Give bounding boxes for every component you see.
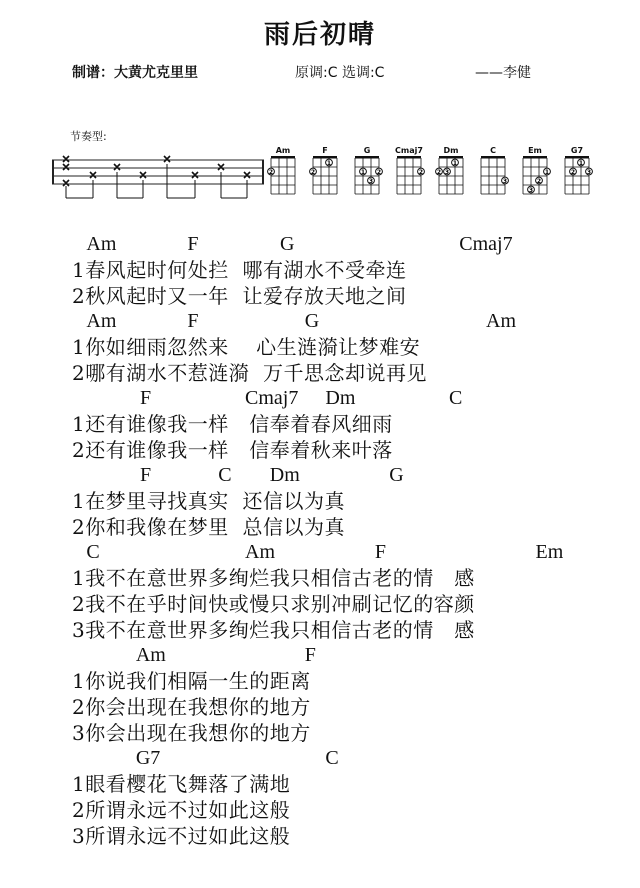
lyric-line: 2还有谁像我一样 信奉着秋来叶落	[72, 438, 393, 462]
key-info: 原调:C 选调:C	[295, 65, 385, 81]
finger-number: 2	[570, 168, 576, 176]
finger-number: 2	[536, 177, 542, 185]
chord-symbol: F	[304, 644, 316, 666]
arranger-credit: 制谱：大黄尤克里里	[72, 65, 198, 81]
chord-line	[72, 386, 632, 411]
chord-fretboard	[308, 156, 342, 202]
chord-line	[72, 540, 632, 565]
lyric-line: 3所谓永远不过如此这般	[72, 824, 291, 848]
finger-number: 1	[544, 168, 550, 176]
chord-symbol: F	[374, 541, 386, 563]
chord-symbol: F	[139, 387, 152, 409]
chord-symbol: Dm	[325, 387, 356, 409]
chord-symbol: Cmaj7	[459, 233, 513, 255]
chord-symbol: Am	[86, 233, 117, 255]
lyric-line: 1还有谁像我一样 信奉着春风细雨	[72, 412, 393, 436]
chord-symbol: C	[218, 464, 232, 486]
chord-symbol: C	[325, 747, 339, 769]
chord-diagram-name: Am	[275, 146, 291, 155]
finger-number: 2	[436, 168, 442, 176]
finger-number: 3	[528, 186, 534, 194]
chord-fretboard	[350, 156, 384, 202]
chord-symbol: Am	[135, 644, 166, 666]
chord-symbol: G	[280, 233, 295, 255]
lyric-line: 2秋风起时又一年 让爱存放天地之间	[72, 284, 407, 308]
chord-symbol: G7	[135, 747, 161, 769]
chord-line	[72, 309, 632, 334]
chord-diagram-name: F	[322, 146, 328, 155]
chord-symbol: G	[304, 310, 320, 332]
chord-line	[72, 232, 632, 257]
chord-symbol: Dm	[269, 464, 300, 486]
finger-number: 1	[452, 159, 458, 167]
finger-number: 2	[376, 168, 382, 176]
chord-symbol: Cmaj7	[245, 387, 299, 409]
lyric-line: 1春风起时何处拦 哪有湖水不受牵连	[72, 258, 407, 282]
chord-line	[72, 643, 632, 668]
chord-symbol: F	[187, 233, 199, 255]
finger-number: 1	[326, 159, 332, 167]
chord-diagram-name: Cmaj7	[395, 146, 423, 155]
finger-number: 3	[502, 177, 508, 185]
lyric-line: 2你会出现在我想你的地方	[72, 695, 311, 719]
chord-symbol: F	[187, 310, 199, 332]
chord-fretboard	[476, 156, 510, 202]
lyric-line: 1你说我们相隔一生的距离	[72, 669, 311, 693]
chord-diagram-name: Dm	[443, 146, 459, 155]
chord-symbol: C	[86, 541, 100, 563]
chord-diagram-name: G7	[570, 146, 584, 155]
chord-symbol: Em	[535, 541, 564, 563]
finger-number: 2	[268, 168, 274, 176]
lyric-line: 2所谓永远不过如此这般	[72, 798, 291, 822]
lyric-line: 1眼看樱花飞舞落了满地	[72, 772, 291, 796]
chord-symbol: F	[139, 464, 152, 486]
lyric-line: 3你会出现在我想你的地方	[72, 721, 311, 745]
lyric-line: 1在梦里寻找真实 还信以为真	[72, 489, 345, 513]
chord-symbol: Am	[486, 310, 517, 332]
rhythm-pattern-label: 节奏型:	[70, 130, 107, 143]
chord-diagram-name: G	[363, 146, 371, 155]
chord-line	[72, 463, 632, 488]
finger-number: 1	[578, 159, 584, 167]
lyric-line: 3我不在意世界多绚烂我只相信古老的情 感	[72, 618, 475, 642]
chord-fretboard	[518, 156, 552, 202]
lyric-line: 1我不在意世界多绚烂我只相信古老的情 感	[72, 566, 475, 590]
finger-number: 3	[444, 168, 450, 176]
chord-symbol: G	[389, 464, 404, 486]
chord-symbol: Am	[245, 541, 276, 563]
chord-line	[72, 746, 632, 771]
lyric-line: 2你和我像在梦里 总信以为真	[72, 515, 345, 539]
chord-diagram-name: Em	[528, 146, 542, 155]
finger-number: 3	[586, 168, 592, 176]
chord-fretboard	[392, 156, 426, 202]
chord-symbol: C	[448, 387, 463, 409]
artist-credit: ——李健	[475, 65, 531, 81]
chord-fretboard	[434, 156, 468, 202]
song-body	[72, 232, 632, 849]
lyric-line: 2哪有湖水不惹涟漪 万千思念却说再见	[72, 361, 427, 385]
lyric-line: 1你如细雨忽然来 心生涟漪让梦难安	[72, 335, 421, 359]
finger-number: 3	[368, 177, 374, 185]
chord-symbol: Am	[86, 310, 117, 332]
lyric-line: 2我不在乎时间快或慢只求别冲刷记忆的容颜	[72, 592, 475, 616]
song-title: 雨后初晴	[263, 20, 376, 50]
finger-number: 2	[310, 168, 316, 176]
rhythm-pattern-staff	[52, 146, 264, 202]
finger-number: 1	[360, 168, 366, 176]
chord-fretboard	[266, 156, 300, 202]
finger-number: 2	[418, 168, 424, 176]
chord-diagram-name: C	[490, 146, 496, 155]
chord-fretboard	[560, 156, 594, 202]
